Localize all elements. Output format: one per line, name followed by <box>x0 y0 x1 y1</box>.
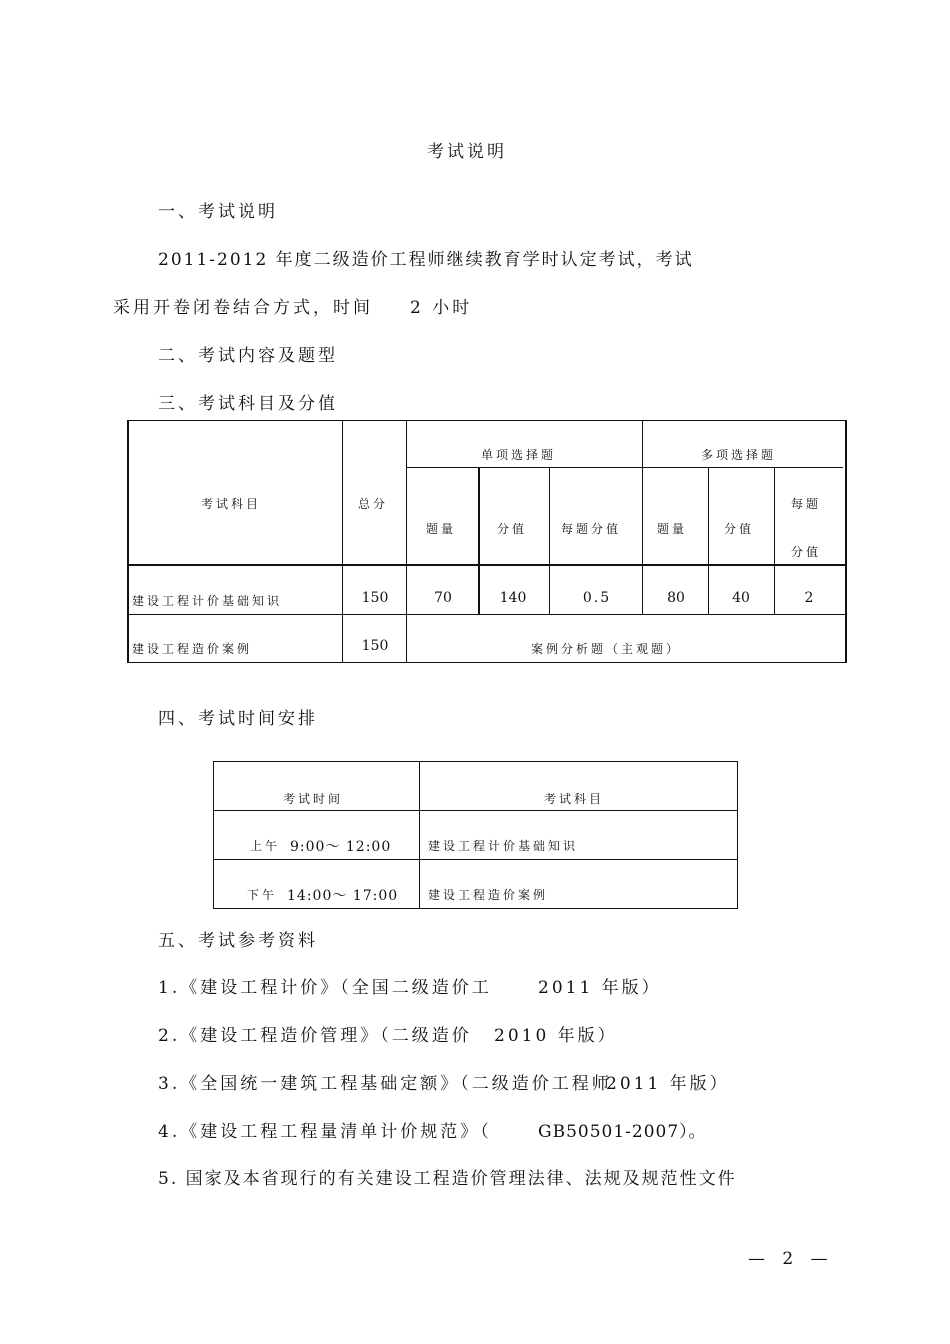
header-multi-count: 题量 <box>657 522 688 536</box>
header-single-each: 每题分值 <box>561 522 622 536</box>
reference-edition: 2010 年版） <box>494 1026 618 1046</box>
table-divider <box>127 564 845 566</box>
table-divider <box>549 467 550 615</box>
table-divider <box>406 420 407 663</box>
reference-item: 2.《建设工程造价管理》（二级造价 <box>158 1026 472 1046</box>
header-single-choice: 单项选择题 <box>481 448 557 462</box>
row-subject: 建设工程造价案例 <box>132 642 253 656</box>
table-divider <box>419 762 420 908</box>
schedule-subject: 建设工程造价案例 <box>428 888 549 902</box>
table-divider <box>708 467 709 615</box>
header-multi-score: 分值 <box>724 522 755 536</box>
table-divider <box>642 420 643 615</box>
section-title-schedule: 四、考试时间安排 <box>158 709 318 729</box>
reference-item: 3.《全国统一建筑工程基础定额》（二级造价工程师 <box>158 1074 612 1094</box>
header-multi-each: 每题 <box>791 497 822 511</box>
paragraph-line: 2011-2012 年度二级造价工程师继续教育学时认定考试，考试 <box>158 250 694 270</box>
row-multi-count: 80 <box>667 590 685 606</box>
table-divider <box>214 810 737 811</box>
section-title-score: 三、考试科目及分值 <box>158 394 338 414</box>
row-single-score: 140 <box>499 590 527 606</box>
row-single-each: 0.5 <box>582 590 612 606</box>
section-title-references: 五、考试参考资料 <box>158 931 318 951</box>
exam-duration: 2 小时 <box>410 298 473 318</box>
reference-item: 4.《建设工程工程量清单计价规范》（ <box>158 1122 492 1142</box>
page-number: — 2 — <box>748 1249 834 1269</box>
table-divider <box>342 420 343 663</box>
reference-edition: 2011 年版） <box>538 978 662 998</box>
table-divider <box>407 467 843 468</box>
section-title-exam-description: 一、考试说明 <box>158 202 278 222</box>
section-title-content: 二、考试内容及题型 <box>158 346 338 366</box>
table-divider <box>478 467 480 615</box>
table-divider <box>214 859 737 860</box>
reference-item: 1.《建设工程计价》（全国二级造价工 <box>158 978 492 998</box>
header-total: 总分 <box>358 497 389 511</box>
header-subject: 考试科目 <box>544 792 605 806</box>
page-title: 考试说明 <box>427 142 507 162</box>
row-merged-type: 案例分析题（主观题） <box>531 642 682 656</box>
reference-edition: 2011 年版） <box>606 1074 730 1094</box>
schedule-time: 9:00～ 12:00 <box>290 839 392 855</box>
table-divider <box>774 467 775 615</box>
header-subject: 考试科目 <box>201 497 262 511</box>
header-single-count: 题量 <box>426 522 457 536</box>
schedule-period: 下午 <box>247 888 278 902</box>
schedule-subject: 建设工程计价基础知识 <box>428 839 579 853</box>
header-time: 考试时间 <box>283 792 344 806</box>
schedule-time: 14:00～ 17:00 <box>287 888 399 904</box>
row-total: 150 <box>361 590 389 606</box>
header-multi-choice: 多项选择题 <box>701 448 777 462</box>
schedule-period: 上午 <box>250 839 281 853</box>
paragraph-line: 采用开卷闭卷结合方式，时间 <box>113 298 373 318</box>
row-multi-score: 40 <box>732 590 750 606</box>
reference-edition: GB50501-2007）。 <box>538 1122 707 1142</box>
row-total: 150 <box>361 638 389 654</box>
row-multi-each: 2 <box>804 590 814 606</box>
row-subject: 建设工程计价基础知识 <box>132 594 283 608</box>
reference-item: 5. 国家及本省现行的有关建设工程造价管理法律、法规及规范性文件 <box>158 1169 737 1189</box>
header-single-score: 分值 <box>497 522 528 536</box>
schedule-table <box>213 761 738 909</box>
table-divider <box>127 614 845 615</box>
score-table <box>127 420 845 663</box>
row-single-count: 70 <box>434 590 452 606</box>
header-multi-each: 分值 <box>791 545 822 559</box>
